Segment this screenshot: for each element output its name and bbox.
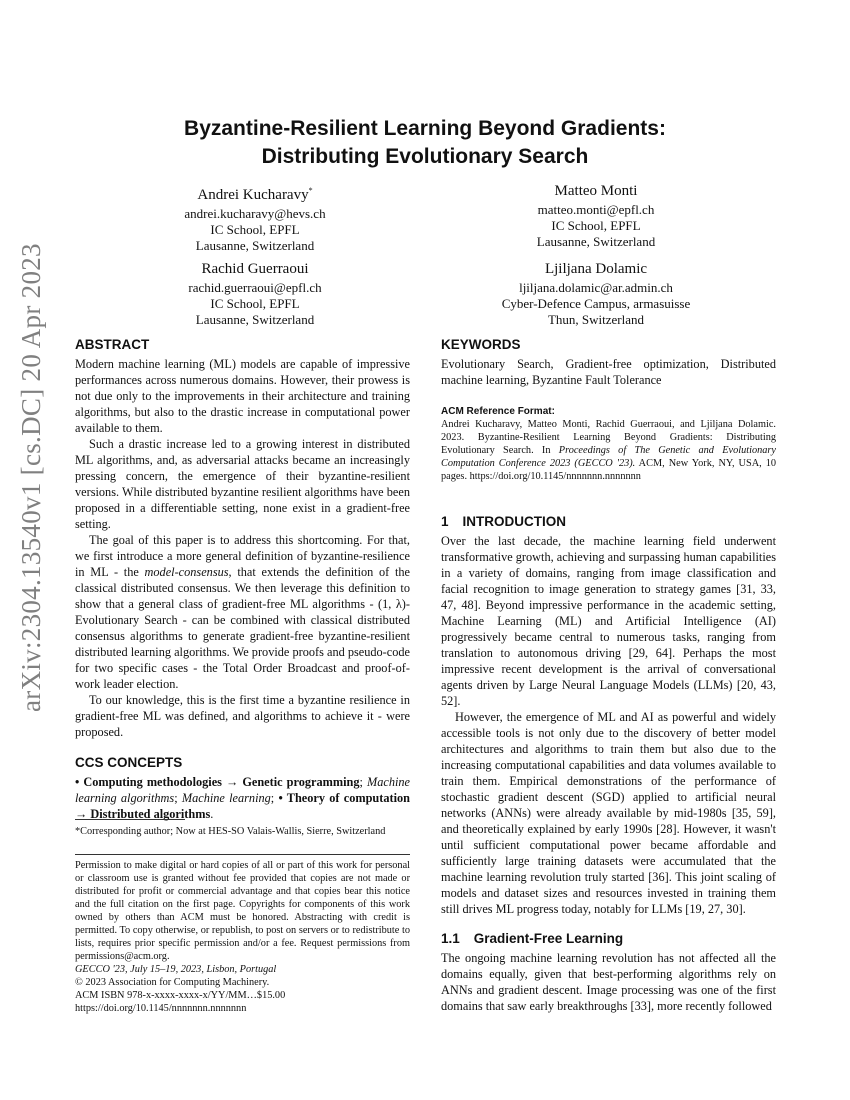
introduction-heading: 1 INTRODUCTION bbox=[441, 514, 567, 529]
acm-reference bbox=[441, 405, 776, 483]
author-location: Lausanne, Switzerland bbox=[195, 312, 315, 327]
title-line-1: Byzantine-Resilient Learning Beyond Gradients: bbox=[184, 117, 666, 140]
author-affiliation: Cyber-Defence Campus, armasuisse bbox=[501, 296, 691, 311]
right-column bbox=[441, 336, 776, 1014]
footnote: *Corresponding author; Now at HES-SO Valais-Wallis, Sierre, Switzerland bbox=[75, 826, 386, 837]
author-email: rachid.guerraoui@epfl.ch bbox=[188, 280, 322, 295]
author-block-3 bbox=[105, 258, 405, 328]
author-location: Thun, Switzerland bbox=[547, 312, 645, 327]
author-affiliation: IC School, EPFL bbox=[210, 222, 300, 237]
author-location: Lausanne, Switzerland bbox=[195, 238, 315, 253]
abstract-paragraph: To our knowledge, this is the first time a byzantine resilience in gradient-free ML was defined, and algorithms to achieve it - were proposed. bbox=[75, 693, 410, 739]
author-block-4 bbox=[446, 258, 746, 328]
left-column bbox=[75, 336, 410, 822]
doi-link[interactable]: https://doi.org/10.1145/nnnnnnn.nnnnnnn bbox=[75, 1003, 247, 1014]
abstract-heading: ABSTRACT bbox=[75, 337, 150, 352]
title-line-2: Distributing Evolutionary Search bbox=[261, 145, 589, 168]
author-affiliation: IC School, EPFL bbox=[551, 218, 641, 233]
subsection-heading: 1.1 Gradient-Free Learning bbox=[441, 931, 624, 946]
author-affiliation: IC School, EPFL bbox=[210, 296, 300, 311]
conference-info: GECCO '23, July 15–19, 2023, Lisbon, Portugal bbox=[75, 964, 277, 975]
abstract-paragraph: The goal of this paper is to address this shortcoming. For that, we first introduce a more general definition of byzantine-resilience in ML - the model-consensus, that extends the definition of the classical distributed consensus. We then leverage this definition to show that a general class of gradient-free ML algorithms - (1, λ)-Evolutionary Search - can be combined with classical distributed consensus algorithms to generate gradient-free byzantine-resilient distributed learning algorithms. We provide proofs and pseudo-code for two specific cases - the Total Order Broadcast and proof-of-work leader election. bbox=[75, 533, 411, 691]
permission-statement: Permission to make digital or hard copies of all or part of this work for personal or classroom use is granted without fee provided that copies are not made or distributed for profit or commercial advantage and that copies bear this notice and the full citation on the first page. Copyrights for components of this work owned by others than ACM must be honored. Abstracting with credit is permitted. To copy otherwise, or republish, to post on servers or to redistribute to lists, requires prior specific permission and/or a fee. Request permissions from permissions@acm.org. bbox=[75, 860, 410, 962]
permission-block bbox=[75, 859, 410, 1015]
author-block-2 bbox=[446, 180, 746, 250]
keywords-text: Evolutionary Search, Gradient-free optimization, Distributed machine learning, Byzantine Fault Tolerance bbox=[441, 357, 776, 387]
abstract-paragraph: Modern machine learning (ML) models are capable of impressive performances across numerous domains. However, their prowess is not due only to the improvements in their architecture and training algorithms, but also to the drastic increase in computational power available to them. bbox=[75, 357, 410, 435]
author-block-1 bbox=[105, 180, 405, 254]
permission-rule bbox=[75, 854, 410, 855]
acm-reference-heading: ACM Reference Format: bbox=[441, 406, 555, 417]
abstract-paragraph: Such a drastic increase led to a growing interest in distributed ML algorithms, and, as adversarial attacks became an increasingly pressing concern, the emergence of their byzantine-resilient versions. While distributed byzantine resilient algorithms have been proposed in a differentiable setting, none exist in a gradient-free setting. bbox=[75, 437, 410, 531]
author-name: Ljiljana Dolamic bbox=[544, 261, 648, 277]
author-email: matteo.monti@epfl.ch bbox=[537, 202, 655, 217]
ccs-concepts: • Computing methodologies → Genetic programming; Machine learning algorithms; Machine learning; • Theory of computation → Distributed algorithms. bbox=[75, 775, 411, 821]
author-location: Lausanne, Switzerland bbox=[536, 234, 656, 249]
keywords-heading: KEYWORDS bbox=[441, 337, 521, 352]
footnote-rule bbox=[75, 819, 185, 820]
acm-reference-text: Andrei Kucharavy, Matteo Monti, Rachid Guerraoui, and Ljiljana Dolamic. 2023. Byzantine-Resilient Learning Beyond Gradients: Distributing Evolutionary Search. In Proceedings of The Genetic and Evolutionary Computation Conference 2023 (GECCO '23). ACM, New York, NY, USA, 10 pages. https://doi.org/10.1145/nnnnnnn.nnnnnnn bbox=[441, 419, 777, 482]
author-email: ljiljana.dolamic@ar.admin.ch bbox=[519, 280, 673, 295]
isbn: ACM ISBN 978-x-xxxx-xxxx-x/YY/MM…$15.00 bbox=[75, 990, 286, 1001]
copyright-notice: © 2023 Association for Computing Machinery. bbox=[75, 977, 270, 988]
author-name: Andrei Kucharavy* bbox=[197, 186, 313, 203]
author-name: Matteo Monti bbox=[554, 183, 638, 199]
author-email: andrei.kucharavy@hevs.ch bbox=[184, 206, 326, 221]
intro-paragraph: Over the last decade, the machine learning field underwent transformative growth, achieving and surpassing human capabilities in a variety of domains, ranging from image classification and facial recognition to image generation to strategy games [31, 33, 47, 48]. Beyond impressive performance in the academic setting, Machine Learning (ML) and Artificial Intelligence (AI) progressively became central to numerous tasks, ranging from translation to autonomous driving [29, 64]. Perhaps the most impressive recent development is the arrival of conversational agents driven by Large Neural Language Models (LLMs) [20, 43, 52]. bbox=[441, 534, 777, 708]
arxiv-identifier: arXiv:2304.13540v1 [cs.DC] 20 Apr 2023 bbox=[16, 243, 46, 712]
paper-title bbox=[75, 115, 775, 171]
subsection-paragraph: The ongoing machine learning revolution has not affected all the domains equally, given that best-performing algorithms rely on ANNs and gradient descent. Image processing was one of the first domains that saw early breakthroughs [33], more recently followed bbox=[441, 951, 776, 1013]
author-name: Rachid Guerraoui bbox=[201, 261, 309, 277]
intro-paragraph: However, the emergence of ML and AI as powerful and widely accessible tools is not only due to the discovery of better model architectures and algorithms to train them but also due to the increasing computational capabilities and data volumes available to train them. Empirical demonstrations of the performance of stochastic gradient descent (SGD) applied to artificial neural networks (ANNs) were already available by mid-1980s [35, 59], and theoretically explained by early 1990s [28]. However, it wasn't until sufficient computational power became affordable and sufficiently large training datasets were accumulated that the machine learning revolution truly started [36]. This joint scaling of models and dataset sizes and resources invested in training them still drives ML progress today, notably for LLMs [19, 27, 30]. bbox=[441, 710, 776, 916]
ccs-heading: CCS CONCEPTS bbox=[75, 755, 183, 770]
